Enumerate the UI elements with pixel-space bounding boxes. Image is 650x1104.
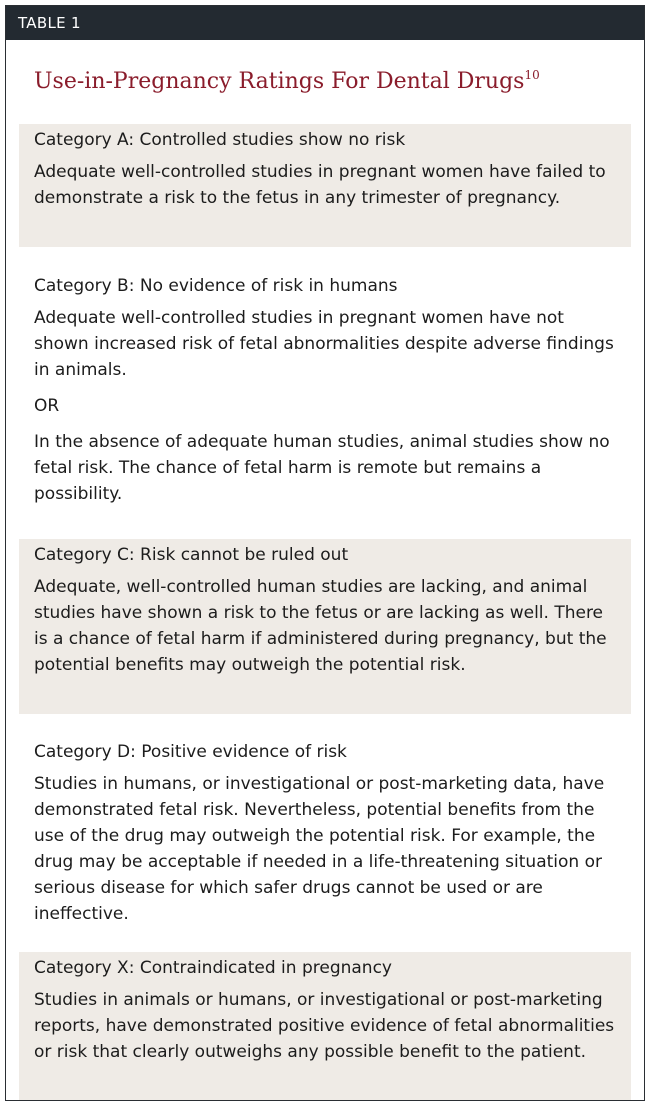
table-label: TABLE 1	[18, 14, 81, 32]
category-a-block	[19, 124, 631, 247]
category-c-block	[19, 539, 631, 714]
category-b-text-1: Adequate well-controlled studies in pregnant women have not shown increased risk of fetal abnormalities despite adverse findings in animals.	[34, 308, 614, 380]
category-x-text: Studies in animals or humans, or investigational or post-marketing reports, have demonstrated positive evidence of fetal abnormalities or risk that clearly outweighs any possible benefit to the patient.	[34, 990, 615, 1062]
category-a-heading: Category A: Controlled studies show no risk	[34, 130, 406, 150]
category-c-text: Adequate, well-controlled human studies are lacking, and animal studies have shown a risk to the fetus or are lacking as well. There is a chance of fetal harm if administered during pregnancy, but the potential benefits may outweigh the potential risk.	[34, 577, 607, 675]
category-d-text: Studies in humans, or investigational or post-marketing data, have demonstrated fetal risk. Nevertheless, potential benefits from the use of the drug may outweigh the potential risk. For example, the drug may be acceptable if needed in a life-threatening situation or serious disease for which safer drugs cannot be used or are ineffective.	[34, 774, 605, 924]
category-x-block	[19, 952, 631, 1101]
table-title	[34, 68, 634, 94]
category-d-block	[19, 736, 631, 941]
table-title-text: Use-in-Pregnancy Ratings For Dental Drugs	[34, 69, 525, 94]
category-x-heading: Category X: Contraindicated in pregnancy	[34, 958, 392, 978]
category-a-text: Adequate well-controlled studies in pregnant women have failed to demonstrate a risk to the fetus in any trimester of pregnancy.	[34, 162, 606, 208]
table-label-bar	[6, 6, 644, 40]
category-b-text-2: In the absence of adequate human studies, animal studies show no fetal risk. The chance of fetal harm is remote but remains a possibility.	[34, 432, 610, 504]
category-b-or: OR	[34, 396, 60, 416]
title-reference-superscript: 10	[524, 68, 540, 82]
category-b-heading: Category B: No evidence of risk in humans	[34, 276, 398, 296]
category-d-heading: Category D: Positive evidence of risk	[34, 742, 347, 762]
table-frame	[5, 5, 645, 1101]
category-c-heading: Category C: Risk cannot be ruled out	[34, 545, 349, 565]
category-b-block	[19, 270, 631, 520]
